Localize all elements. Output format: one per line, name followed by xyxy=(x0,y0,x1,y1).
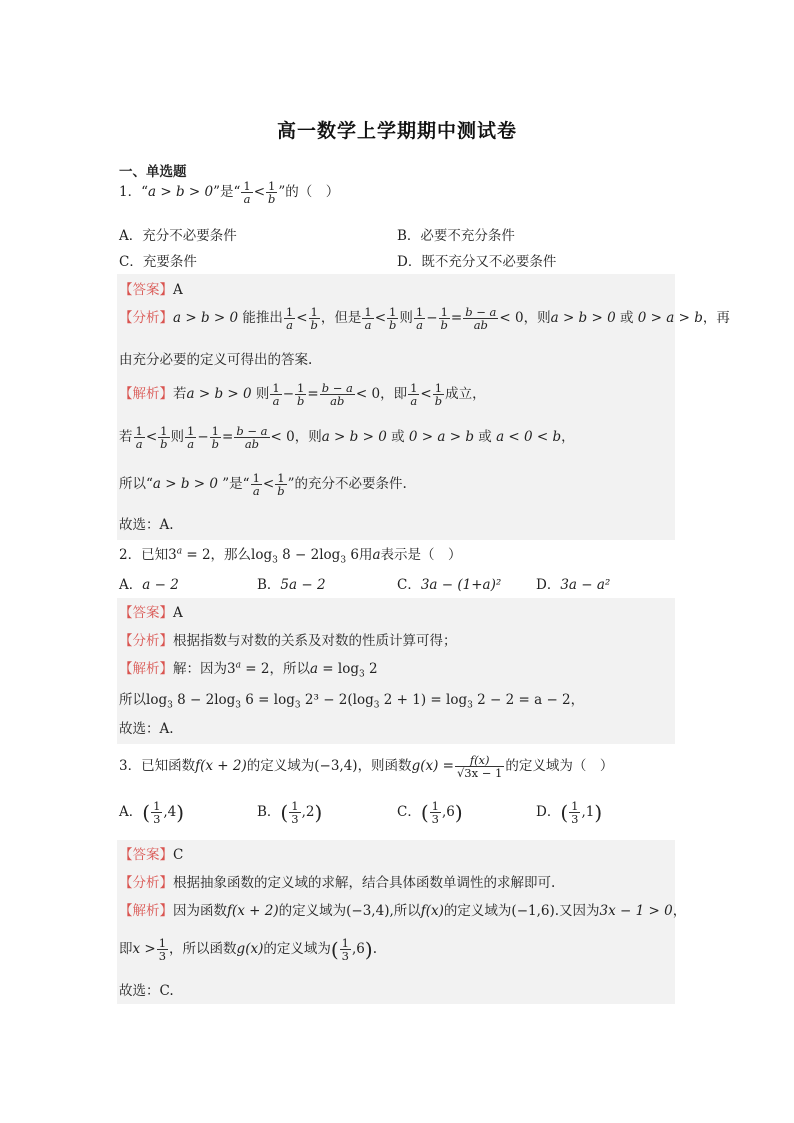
text: ， xyxy=(561,429,575,445)
q1-option-b[interactable]: B．必要不充分条件 xyxy=(397,228,515,244)
minus: − xyxy=(197,429,209,445)
text: 因为函数 xyxy=(173,903,227,919)
math-expr: 3 xyxy=(294,700,301,711)
analysis-tag: 【分析】 xyxy=(119,875,173,891)
fraction: $\frac{1}{b}$ xyxy=(440,305,448,332)
text: ， xyxy=(570,692,585,708)
math-expr: g(x) = xyxy=(411,758,454,774)
q1-solution-line3 xyxy=(119,472,407,497)
q1-number: 1． xyxy=(119,184,142,200)
text: 表示是（ ） xyxy=(380,547,462,563)
fraction: $\frac{b - a}{ab}$ xyxy=(465,305,497,332)
equals: = xyxy=(450,310,463,326)
fraction: $\frac{1}{a}$ xyxy=(272,381,280,408)
fraction: $\frac{1}{a}$ xyxy=(135,424,143,451)
math-expr: (−3,4) xyxy=(314,758,358,774)
q3-analysis xyxy=(119,871,555,891)
q3-conclusion: 故选：C. xyxy=(119,983,174,999)
math-expr: a xyxy=(372,547,381,563)
text: 若 xyxy=(173,386,187,402)
math-expr: a > b > 0 xyxy=(550,310,616,326)
text: 根据指数与对数的关系及对数的性质计算可得； xyxy=(173,633,457,649)
text: 成立， xyxy=(445,386,486,402)
q3-solution-line2 xyxy=(119,937,377,962)
q1-analysis-line1 xyxy=(119,306,730,331)
text: 的定义域为 xyxy=(263,941,331,957)
math-expr: a > b > 0 xyxy=(152,476,218,492)
math-expr: a xyxy=(235,660,241,671)
math-expr: 6 = log xyxy=(241,692,295,708)
solution-tag: 【解析】 xyxy=(119,661,173,677)
text: 所以“ xyxy=(119,476,153,492)
answer-tag: 【答案】 xyxy=(119,847,173,863)
fraction: $\frac{1}{b}$ xyxy=(297,381,305,408)
equals: = xyxy=(222,429,234,445)
math-expr: log xyxy=(251,547,273,563)
text: 解：因为 xyxy=(173,661,227,677)
math-expr: a > b > 0 xyxy=(321,429,387,445)
q2-option-d[interactable]: D．3a − a² xyxy=(536,577,611,593)
answer-tag: 【答案】 xyxy=(119,605,173,621)
math-expr: x > xyxy=(132,941,156,957)
less-than-zero: < 0 xyxy=(499,310,524,326)
text: 已知 xyxy=(141,547,169,563)
math-expr: 2 + 1) = log xyxy=(379,692,468,708)
fraction: $\frac{1}{a}$ xyxy=(364,305,372,332)
math-expr: 3 xyxy=(168,547,177,563)
math-expr: 3 xyxy=(272,555,278,566)
q2-option-a[interactable]: A．a − 2 xyxy=(119,577,179,593)
text: ，那么 xyxy=(210,547,252,563)
math-expr: a > b > 0 xyxy=(186,386,252,402)
math-expr: a xyxy=(176,546,183,557)
text: ,所以 xyxy=(389,903,421,919)
fraction: $\frac{1}{b}$ xyxy=(434,381,443,408)
math-expr: 8 − 2log xyxy=(277,547,341,563)
q1-stem-prefix: “ xyxy=(141,184,148,200)
minus: − xyxy=(426,310,438,326)
q2-stem xyxy=(119,543,462,566)
q3-solution-line1 xyxy=(119,899,686,919)
text: 则 xyxy=(251,386,270,402)
q1-option-a[interactable]: A．充分不必要条件 xyxy=(119,228,237,244)
math-expr: 3 xyxy=(167,700,173,711)
fraction: $\frac{1}{b}$ xyxy=(211,424,220,451)
math-expr: 0 > a > b xyxy=(408,429,474,445)
less-than-zero: < 0 xyxy=(355,386,381,402)
fraction: $\frac{f(x)}{√3x - 1}$ xyxy=(456,753,503,780)
q2-analysis xyxy=(119,629,457,649)
math-expr: 3 xyxy=(227,661,236,677)
q1-stem-mid: ”是“ xyxy=(213,184,241,200)
q3-option-b[interactable]: B．( $\frac{1}{3}$ ,2) xyxy=(257,799,323,826)
minus: − xyxy=(282,386,295,402)
q3-number: 3． xyxy=(119,758,142,774)
less-than: < xyxy=(296,310,308,326)
text: 若 xyxy=(119,429,133,445)
less-than: < xyxy=(374,310,387,326)
less-than: < xyxy=(420,386,432,402)
text: ，再 xyxy=(702,310,730,326)
q2-solution-line2 xyxy=(119,688,584,711)
math-expr: 3 xyxy=(373,700,380,711)
q1-analysis-line2: 由充分必要的定义可得出的答案. xyxy=(119,352,313,368)
math-expr: 2³ − 2(log xyxy=(300,692,374,708)
less-than: < xyxy=(145,429,158,445)
math-expr: 2 − 2 = a − 2 xyxy=(472,692,571,708)
text: 的定义域为 xyxy=(443,903,512,919)
text: 已知函数 xyxy=(141,758,196,774)
math-expr: 3 xyxy=(235,700,242,711)
text: ，则 xyxy=(294,429,322,445)
text: 或 xyxy=(615,310,638,326)
fraction: $\frac{1}{b}$ xyxy=(160,424,168,451)
page-title: 高一数学上学期期中测试卷 xyxy=(276,120,517,142)
math-expr: 6 xyxy=(346,547,359,563)
less-than: < xyxy=(253,184,266,200)
analysis-tag: 【分析】 xyxy=(119,310,173,326)
math-expr: 3 xyxy=(340,555,347,566)
q1-option-c[interactable]: C．充要条件 xyxy=(119,254,197,270)
less-than-zero: < 0 xyxy=(270,429,295,445)
solution-tag: 【解析】 xyxy=(119,386,173,402)
fraction: $\frac{1}{b}$ xyxy=(268,179,276,206)
math-expr: 3x − 1 > 0 xyxy=(599,903,673,919)
math-expr: = 2 xyxy=(182,547,211,563)
math-expr: log xyxy=(146,692,168,708)
math-expr: f(x) xyxy=(420,903,444,919)
text: ，则 xyxy=(523,310,551,326)
q2-answer-value: A xyxy=(173,605,183,621)
fraction: $\frac{1}{a}$ xyxy=(252,471,260,498)
math-expr: a xyxy=(309,661,319,677)
q2-answer xyxy=(119,601,183,621)
text: 的定义域为 xyxy=(278,903,347,919)
q1-answer xyxy=(119,278,183,298)
fraction: $\frac{1}{b}$ xyxy=(310,305,318,332)
fraction: $\frac{1}{b}$ xyxy=(277,471,285,498)
math-expr: 3 xyxy=(467,700,473,711)
math-expr: = 2 xyxy=(240,661,270,677)
text: 的定义域为（ ） xyxy=(505,758,614,774)
math-expr: (−3,4) xyxy=(346,903,390,919)
q1-stem-end: ”的（ ） xyxy=(278,184,340,200)
q3-option-d[interactable]: D．( $\frac{1}{3}$ ,1) xyxy=(536,799,603,826)
text: ，所以 xyxy=(269,661,310,677)
q1-stem-cond: a > b > 0 xyxy=(148,184,214,200)
q3-explanation-panel xyxy=(117,840,675,1004)
text: ，则函数 xyxy=(357,758,412,774)
text: .又因为 xyxy=(554,903,600,919)
text: 能推出 xyxy=(238,310,283,326)
math-expr: g(x) xyxy=(236,941,264,957)
text: ，即 xyxy=(380,386,408,402)
math-expr: ,6 xyxy=(351,941,365,957)
fraction: $\frac{1}{a}$ xyxy=(243,179,251,206)
math-expr: (−1,6) xyxy=(511,903,555,919)
text: 或 xyxy=(386,429,409,445)
q3-stem xyxy=(119,754,613,779)
text: . xyxy=(372,941,377,957)
text: ”的充分不必要条件. xyxy=(287,476,407,492)
fraction: $\frac{1}{3}$ xyxy=(158,936,167,963)
fraction: $\frac{b - a}{ab}$ xyxy=(321,381,353,408)
fraction: $\frac{1}{a}$ xyxy=(285,305,294,332)
text: 的定义域为 xyxy=(246,758,315,774)
section-heading: 一、单选题 xyxy=(119,164,187,180)
text: 所以 xyxy=(119,692,146,708)
text: ， xyxy=(672,903,687,919)
q3-option-a[interactable]: A．( $\frac{1}{3}$ ,4) xyxy=(119,799,185,826)
q3-option-c[interactable]: C．( $\frac{1}{3}$ ,6) xyxy=(397,799,463,826)
q2-number: 2． xyxy=(119,547,142,563)
text: ，所以函数 xyxy=(169,941,237,957)
q2-conclusion: 故选：A. xyxy=(119,721,174,737)
q1-option-d[interactable]: D．既不充分又不必要条件 xyxy=(397,254,557,270)
text: 则 xyxy=(170,429,185,445)
paren: ( xyxy=(330,937,339,962)
text: 根据抽象函数的定义域的求解，结合具体函数单调性的求解即可. xyxy=(173,875,556,891)
q1-conclusion: 故选：A. xyxy=(119,517,174,533)
math-expr: 8 − 2log xyxy=(172,692,236,708)
text: 即 xyxy=(119,941,133,957)
q1-answer-value: A xyxy=(173,282,183,298)
q3-answer xyxy=(119,843,183,863)
text: 则 xyxy=(399,310,413,326)
math-expr: 2 xyxy=(364,661,378,677)
q3-answer-value: C xyxy=(173,847,184,863)
analysis-tag: 【分析】 xyxy=(119,633,173,649)
q1-stem xyxy=(119,180,339,205)
math-expr: a > b > 0 xyxy=(173,310,239,326)
answer-tag: 【答案】 xyxy=(119,282,173,298)
fraction: $\frac{b - a}{ab}$ xyxy=(236,424,268,451)
q1-solution-line2 xyxy=(119,425,575,450)
fraction: $\frac{1}{b}$ xyxy=(389,305,397,332)
text: ”是“ xyxy=(217,476,250,492)
fraction: $\frac{1}{3}$ xyxy=(341,936,349,963)
math-expr: 3 xyxy=(359,669,365,680)
fraction: $\frac{1}{a}$ xyxy=(415,305,424,332)
text: 或 xyxy=(473,429,497,445)
less-than: < xyxy=(262,476,275,492)
equals: = xyxy=(307,386,319,402)
math-expr: 0 > a > b xyxy=(637,310,703,326)
solution-tag: 【解析】 xyxy=(119,903,173,919)
q2-option-b[interactable]: B．5a − 2 xyxy=(257,577,326,593)
q2-solution-line1 xyxy=(119,657,378,680)
math-expr: f(x + 2) xyxy=(227,903,279,919)
text: ，但是 xyxy=(320,310,362,326)
math-expr: = log xyxy=(318,661,359,677)
math-expr: f(x + 2) xyxy=(195,758,247,774)
text: 用 xyxy=(358,547,373,563)
paren: ) xyxy=(364,937,373,962)
math-expr: a < 0 < b xyxy=(496,429,562,445)
q2-option-c[interactable]: C．3a − (1+a)² xyxy=(397,577,502,593)
q1-solution-line1 xyxy=(119,382,486,407)
fraction: $\frac{1}{a}$ xyxy=(410,381,418,408)
fraction: $\frac{1}{a}$ xyxy=(187,424,195,451)
